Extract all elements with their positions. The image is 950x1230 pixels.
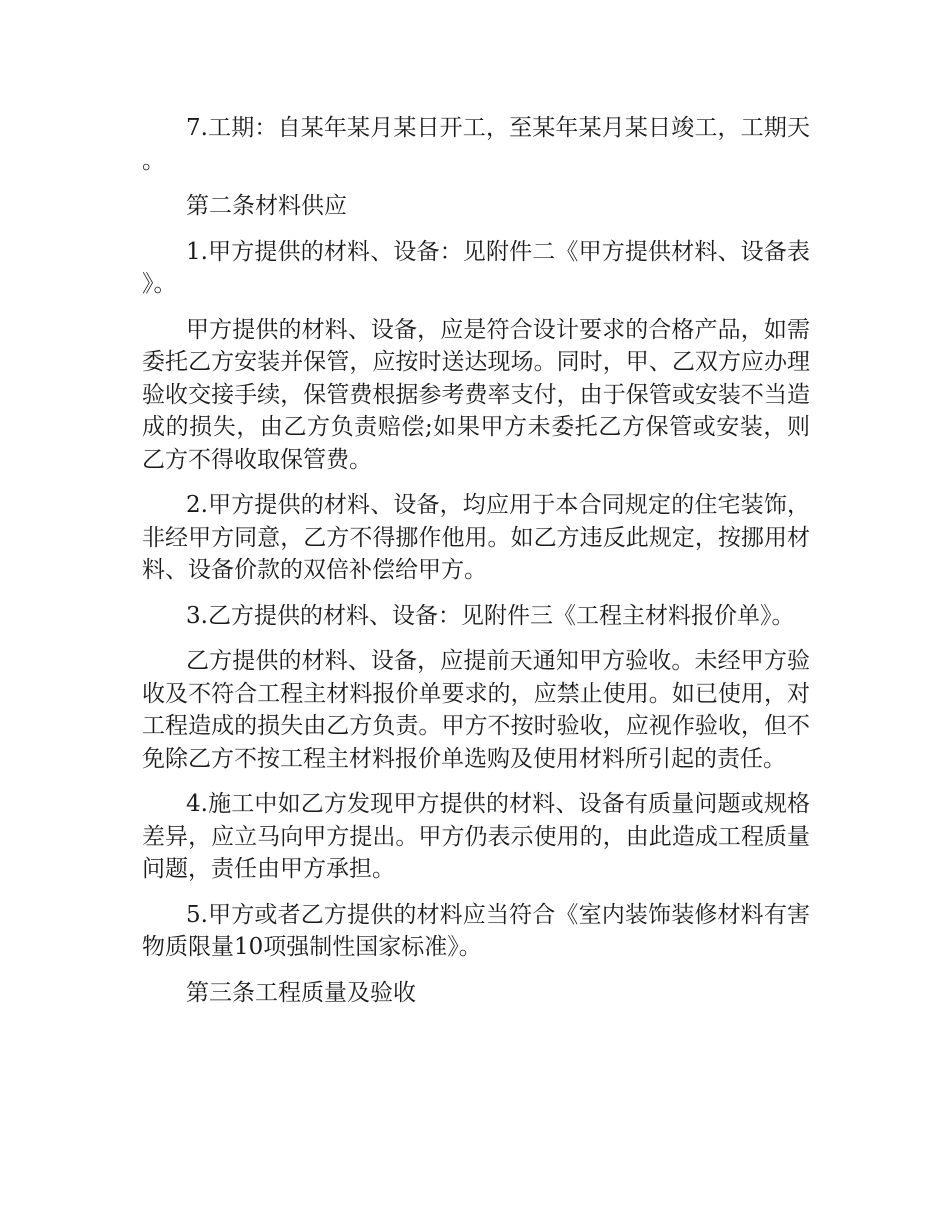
party-a-materials-requirements: 甲方提供的材料、设备，应是符合设计要求的合格产品，如需委托乙方安装并保管，应按时送达现场。同时，甲、乙双方应办理验收交接手续，保管费根据参考费率支付，由于保管或安装不当造成的损失，由乙方负责赔偿;如果甲方未委托乙方保管或安装，则乙方不得收取保管费。: [142, 316, 810, 473]
clause-1-party-a-materials: 1.甲方提供的材料、设备：见附件二《甲方提供材料、设备表》。: [142, 238, 810, 297]
clause-7-construction-period: 7.工期：自某年某月某日开工，至某年某月某日竣工，工期天。: [142, 115, 810, 174]
document-body: [142, 112, 810, 1022]
clause-2-material-usage: 2.甲方提供的材料、设备，均应用于本合同规定的住宅装饰，非经甲方同意，乙方不得挪作他用。如乙方违反此规定，按挪用材料、设备价款的双倍补偿给甲方。: [142, 492, 810, 583]
clause-4-quality-issues: 4.施工中如乙方发现甲方提供的材料、设备有质量问题或规格差异，应立马向甲方提出。甲方仍表示使用的，由此造成工程质量问题，责任由甲方承担。: [142, 791, 810, 882]
article-2-heading: 第二条材料供应: [186, 193, 347, 219]
party-b-materials-inspection: 乙方提供的材料、设备，应提前天通知甲方验收。未经甲方验收及不符合工程主材料报价单要求的，应禁止使用。如已使用，对工程造成的损失由乙方负责。甲方不按时验收，应视作验收，但不免除乙方不按工程主材料报价单选购及使用材料所引起的责任。: [142, 648, 810, 772]
clause-5-national-standard: 5.甲方或者乙方提供的材料应当符合《室内装饰装修材料有害物质限量10项强制性国家标准》。: [142, 901, 810, 960]
article-3-heading: 第三条工程质量及验收: [186, 979, 416, 1006]
clause-3-party-b-materials: 3.乙方提供的材料、设备：见附件三《工程主材料报价单》。: [186, 602, 795, 629]
